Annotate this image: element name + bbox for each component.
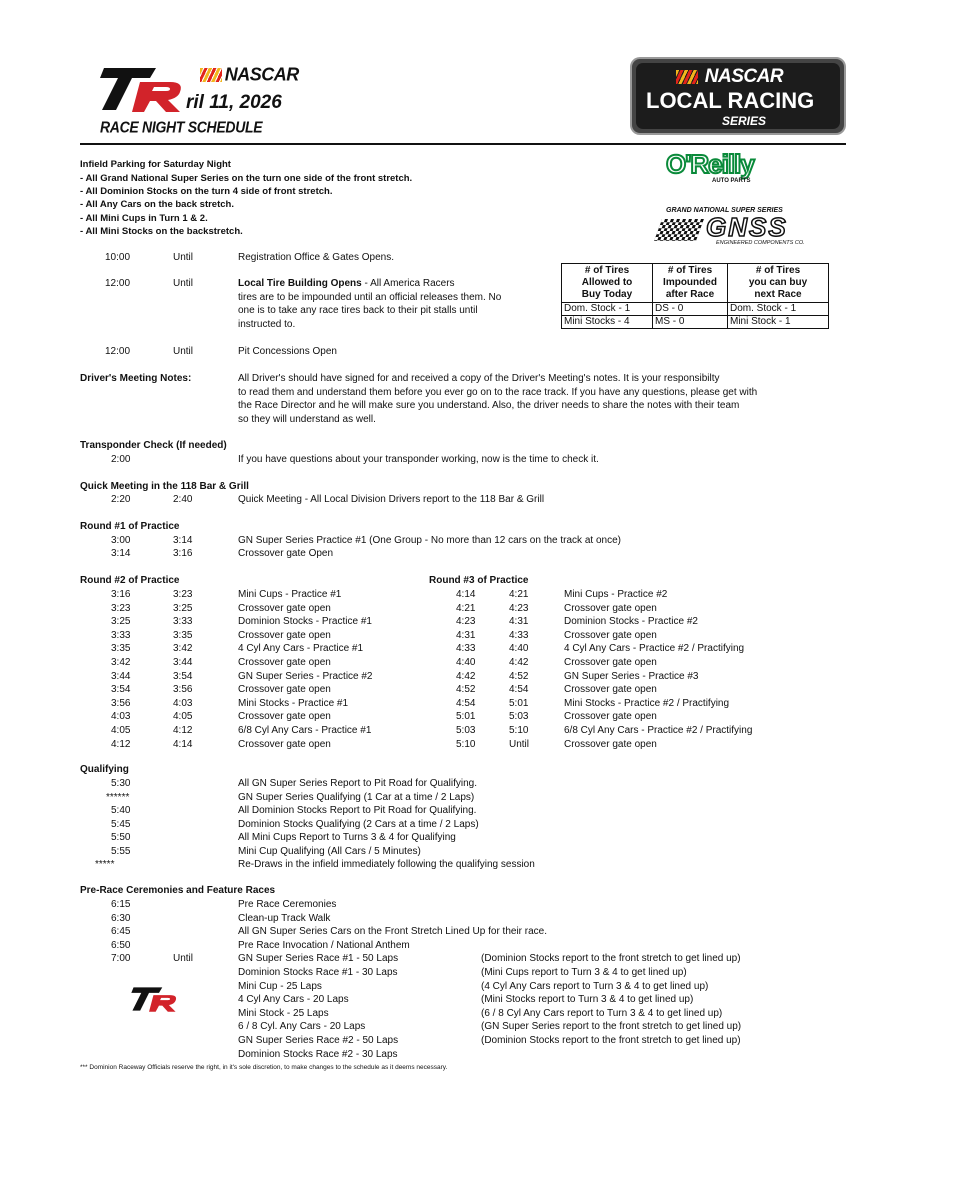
time-end: 3:42 — [173, 643, 193, 655]
schedule-desc: Crossover gate Open — [238, 548, 334, 559]
schedule-desc-line: instructed to. — [238, 319, 296, 330]
list-item: - All Mini Cups in Turn 1 & 2. — [80, 213, 208, 224]
schedule-desc: Re-Draws in the infield immediately following the qualifying session — [238, 859, 535, 870]
time-end: 5:01 — [509, 697, 529, 709]
time-start: 4:31 — [456, 629, 476, 641]
time-start: ****** — [106, 791, 130, 803]
time-start: 3:35 — [111, 643, 131, 655]
section-title: Round #2 of Practice — [80, 575, 180, 586]
time-start: 4:54 — [456, 697, 476, 709]
section-title: Round #3 of Practice — [429, 575, 529, 586]
time-end: 4:12 — [173, 725, 193, 736]
paragraph-line: so they will understand as well. — [238, 414, 376, 425]
schedule-desc: All Mini Cups Report to Turns 3 & 4 for Qualifying — [238, 832, 456, 843]
time-end: 3:44 — [173, 657, 193, 668]
table-header-row — [562, 264, 829, 303]
schedule-desc: Mini Stocks - Practice #2 / Practifying — [564, 697, 730, 709]
time-start: 4:42 — [456, 670, 476, 682]
badge-line1: NASCAR — [704, 66, 784, 87]
time-end: 4:31 — [509, 616, 529, 628]
schedule-desc: Crossover gate open — [564, 738, 657, 750]
time-end: 4:54 — [509, 684, 529, 696]
schedule-desc-line: one is to take any race tires back to their pit stalls until — [238, 305, 478, 316]
table-cell: MS - 0 — [653, 316, 728, 329]
time-start: 3:54 — [111, 684, 131, 696]
time-end: Until — [173, 278, 194, 289]
table-cell: Mini Stocks - 4 — [562, 316, 653, 329]
schedule-desc: Mini Cups - Practice #1 — [238, 589, 342, 600]
dominion-raceway-logo — [94, 64, 188, 114]
section-label: Driver's Meeting Notes: — [80, 373, 192, 384]
time-end: 5:03 — [509, 711, 529, 723]
table-row — [562, 316, 829, 329]
schedule-desc: GN Super Series Practice #1 (One Group - No more than 12 cars on the track at once) — [238, 535, 621, 546]
parking-title: Infield Parking for Saturday Night — [80, 159, 231, 170]
time-start: 5:10 — [456, 738, 476, 750]
table-cell: Dom. Stock - 1 — [728, 303, 829, 316]
section-title: Round #1 of Practice — [80, 521, 180, 532]
time-end: 5:10 — [509, 725, 529, 736]
schedule-desc: 4 Cyl Any Cars - Practice #2 / Practifying — [564, 643, 745, 655]
time-end: 3:14 — [173, 535, 193, 546]
time-start: 3:00 — [111, 535, 131, 546]
schedule-desc: 6/8 Cyl Any Cars - Practice #2 / Practifying — [564, 725, 753, 736]
schedule-desc: Mini Stock - 25 Laps — [238, 1007, 329, 1019]
time-end: Until — [173, 252, 194, 263]
schedule-desc: GN Super Series Race #1 - 50 Laps — [238, 953, 399, 965]
schedule-desc: Pre Race Invocation / National Anthem — [238, 939, 410, 951]
time-end: 3:23 — [173, 589, 193, 600]
time-start: 4:21 — [456, 602, 476, 614]
time-end: 4:52 — [509, 670, 529, 682]
schedule-note: (Dominion Stocks report to the front stretch to get lined up) — [481, 1035, 741, 1046]
oreilly-logo: O'Reilly AUTO PARTS — [666, 149, 754, 184]
time-start: 3:16 — [111, 589, 131, 600]
schedule-desc: Dominion Stocks Race #1 - 30 Laps — [238, 967, 398, 978]
time-end: Until — [509, 738, 530, 750]
time-end: 4:42 — [509, 657, 529, 668]
page-title: RACE NIGHT SCHEDULE — [100, 118, 263, 136]
schedule-note: (6 / 8 Cyl Any Cars report to Turn 3 & 4 to get lined up) — [481, 1007, 723, 1019]
schedule-desc: GN Super Series Qualifying (1 Car at a time / 2 Laps) — [238, 791, 475, 803]
time-start: 4:40 — [456, 657, 476, 668]
schedule-desc: Mini Cup Qualifying (All Cars / 5 Minutes) — [238, 845, 421, 857]
schedule-desc: All Dominion Stocks Report to Pit Road for Qualifying. — [238, 805, 477, 816]
time-start: 5:40 — [111, 805, 131, 816]
paragraph-line: All Driver's should have signed for and received a copy of the Driver's Meeting's notes. It is your responsibilty — [238, 373, 720, 384]
time-start: 7:00 — [111, 953, 131, 965]
checkered-flag-icon — [654, 219, 704, 241]
time-start: 10:00 — [105, 252, 131, 263]
time-end: Until — [173, 953, 194, 965]
badge-line2: LOCAL RACING — [646, 88, 815, 113]
time-end: Until — [173, 346, 194, 357]
table-row — [562, 303, 829, 316]
time-start: 5:55 — [111, 845, 131, 857]
schedule-desc: Mini Cups - Practice #2 — [564, 589, 668, 600]
time-end: 3:54 — [173, 670, 193, 682]
schedule-desc: Local Tire Building Opens - All America Racers — [238, 278, 455, 289]
gnss-logo: GRAND NATIONAL SUPER SERIES GNSS ENGINEERED COMPONENTS CO. — [656, 207, 828, 247]
badge-line3: SERIES — [722, 114, 767, 128]
time-start: 5:45 — [111, 818, 131, 830]
schedule-desc: All GN Super Series Report to Pit Road for Qualifying. — [238, 778, 477, 789]
schedule-desc: Pre Race Ceremonies — [238, 899, 337, 910]
schedule-desc: GN Super Series - Practice #3 — [564, 670, 699, 682]
time-end: 3:56 — [173, 684, 193, 696]
table-header-cell: # of Tires Allowed to Buy Today — [562, 264, 653, 303]
time-end: 4:05 — [173, 711, 193, 723]
time-start: 3:42 — [111, 657, 131, 668]
time-start: 6:30 — [111, 912, 131, 924]
table-cell: Dom. Stock - 1 — [562, 303, 653, 316]
schedule-desc: Dominion Stocks - Practice #2 — [564, 616, 698, 628]
table-cell: DS - 0 — [653, 303, 728, 316]
list-item: - All Any Cars on the back stretch. — [80, 199, 234, 210]
schedule-desc: Crossover gate open — [564, 602, 657, 614]
schedule-desc: Dominion Stocks Qualifying (2 Cars at a time / 2 Laps) — [238, 818, 479, 830]
schedule-desc: Crossover gate open — [238, 629, 331, 641]
nascar-stripes-icon — [200, 68, 222, 82]
schedule-note: (Mini Cups report to Turn 3 & 4 to get lined up) — [481, 967, 687, 978]
schedule-desc: Pit Concessions Open — [238, 346, 337, 357]
paragraph-line: the Race Director and he will make sure you understand. Also, the driver needs to share the notes with their team — [238, 400, 740, 411]
schedule-note: (Dominion Stocks report to the front stretch to get lined up) — [481, 953, 741, 965]
schedule-desc: All GN Super Series Cars on the Front Stretch Lined Up for their race. — [238, 926, 548, 938]
section-title: Quick Meeting in the 118 Bar & Grill — [80, 481, 249, 492]
time-start: 3:44 — [111, 670, 131, 682]
dr-logo-text: DR — [94, 64, 96, 65]
time-start: 4:14 — [456, 589, 476, 600]
schedule-desc: Crossover gate open — [564, 657, 657, 668]
schedule-desc: Crossover gate open — [564, 629, 657, 641]
nascar-local-racing-badge — [630, 57, 846, 135]
time-start: 6:15 — [111, 899, 131, 910]
time-start: 3:56 — [111, 697, 131, 709]
schedule-desc-line: tires are to be impounded until an official releases them. No — [238, 292, 502, 303]
section-title: Pre-Race Ceremonies and Feature Races — [80, 885, 276, 896]
list-item: - All Grand National Super Series on the turn one side of the front stretch. — [80, 173, 413, 184]
time-end: 3:16 — [173, 548, 193, 559]
list-item: - All Dominion Stocks on the turn 4 side of front stretch. — [80, 186, 333, 197]
time-start: 3:23 — [111, 602, 131, 614]
time-end: 4:21 — [509, 589, 529, 600]
schedule-desc: Crossover gate open — [564, 711, 657, 723]
paragraph-line: to read them and understand them before you ever go on to the race track. If you have any questions, please get with — [238, 387, 758, 398]
time-end: 4:33 — [509, 629, 529, 641]
schedule-desc: Quick Meeting - All Local Division Drivers report to the 118 Bar & Grill — [238, 494, 545, 505]
time-start: 3:25 — [111, 616, 131, 628]
section-title: Qualifying — [80, 764, 129, 775]
time-start: 2:20 — [111, 494, 131, 505]
schedule-note: (4 Cyl Any Cars report to Turn 3 & 4 to get lined up) — [481, 980, 709, 992]
schedule-note: (GN Super Series report to the front stretch to get lined up) — [481, 1021, 742, 1033]
time-start: 6:45 — [111, 926, 131, 938]
schedule-desc: 4 Cyl Any Cars - Practice #1 — [238, 643, 364, 655]
time-start: 5:30 — [111, 778, 131, 789]
time-start: 3:14 — [111, 548, 131, 559]
event-date: ril 11, 2026 — [186, 92, 282, 113]
schedule-desc: Dominion Stocks - Practice #1 — [238, 616, 372, 628]
schedule-desc: Mini Stocks - Practice #1 — [238, 697, 349, 709]
table-header-cell: # of Tires Impounded after Race — [653, 264, 728, 303]
section-title: Transponder Check (If needed) — [80, 440, 227, 451]
schedule-note: (Mini Stocks report to Turn 3 & 4 to get lined up) — [481, 994, 694, 1006]
time-start: 4:33 — [456, 643, 476, 655]
schedule-desc: GN Super Series Race #2 - 50 Laps — [238, 1035, 399, 1046]
time-start: 2:00 — [111, 454, 131, 465]
time-end: 3:25 — [173, 602, 193, 614]
schedule-desc: If you have questions about your transponder working, now is the time to check it. — [238, 454, 599, 465]
time-end: 4:14 — [173, 738, 193, 750]
schedule-desc: Crossover gate open — [238, 602, 331, 614]
time-end: 3:33 — [173, 616, 193, 628]
time-start: 5:03 — [456, 725, 476, 736]
schedule-desc: Clean-up Track Walk — [238, 912, 331, 924]
schedule-desc: Mini Cup - 25 Laps — [238, 980, 322, 992]
schedule-desc: 6/8 Cyl Any Cars - Practice #1 — [238, 725, 372, 736]
time-start: 4:03 — [111, 711, 131, 723]
time-end: 4:40 — [509, 643, 529, 655]
time-start: 5:01 — [456, 711, 476, 723]
nascar-small-mark: NASCAR — [200, 68, 299, 86]
time-start: 6:50 — [111, 939, 131, 951]
time-end: 2:40 — [173, 494, 193, 505]
table-cell: Mini Stock - 1 — [728, 316, 829, 329]
schedule-desc: 6 / 8 Cyl. Any Cars - 20 Laps — [238, 1021, 366, 1033]
tires-table — [561, 263, 829, 329]
schedule-desc: Crossover gate open — [238, 657, 331, 668]
list-item: - All Mini Stocks on the backstretch. — [80, 226, 243, 237]
header-divider — [80, 143, 846, 145]
schedule-desc: Dominion Stocks Race #2 - 30 Laps — [238, 1048, 398, 1060]
time-start: 5:50 — [111, 832, 131, 843]
time-end: 4:03 — [173, 697, 193, 709]
time-start: 4:52 — [456, 684, 476, 696]
footnote: *** Dominion Raceway Officials reserve the right, in it's sole discretion, to make changes to the schedule as it deems necessary. — [80, 1064, 448, 1071]
time-end: 4:23 — [509, 602, 529, 614]
time-end: 3:35 — [173, 629, 193, 641]
schedule-desc: Crossover gate open — [564, 684, 657, 696]
schedule-desc: Registration Office & Gates Opens. — [238, 252, 395, 263]
dominion-raceway-logo-small — [128, 985, 180, 1013]
time-start: 4:12 — [111, 738, 131, 750]
schedule-desc: Crossover gate open — [238, 711, 331, 723]
table-header-cell: # of Tires you can buy next Race — [728, 264, 829, 303]
time-start: 12:00 — [105, 278, 131, 289]
schedule-desc: GN Super Series - Practice #2 — [238, 670, 373, 682]
time-start: 4:05 — [111, 725, 131, 736]
time-start: 3:33 — [111, 629, 131, 641]
schedule-desc: Crossover gate open — [238, 738, 331, 750]
nascar-stripes-icon — [676, 70, 698, 84]
time-start: ***** — [95, 859, 115, 870]
schedule-desc: Crossover gate open — [238, 684, 331, 696]
schedule-desc: 4 Cyl Any Cars - 20 Laps — [238, 994, 349, 1006]
time-start: 12:00 — [105, 346, 131, 357]
time-start: 4:23 — [456, 616, 476, 628]
